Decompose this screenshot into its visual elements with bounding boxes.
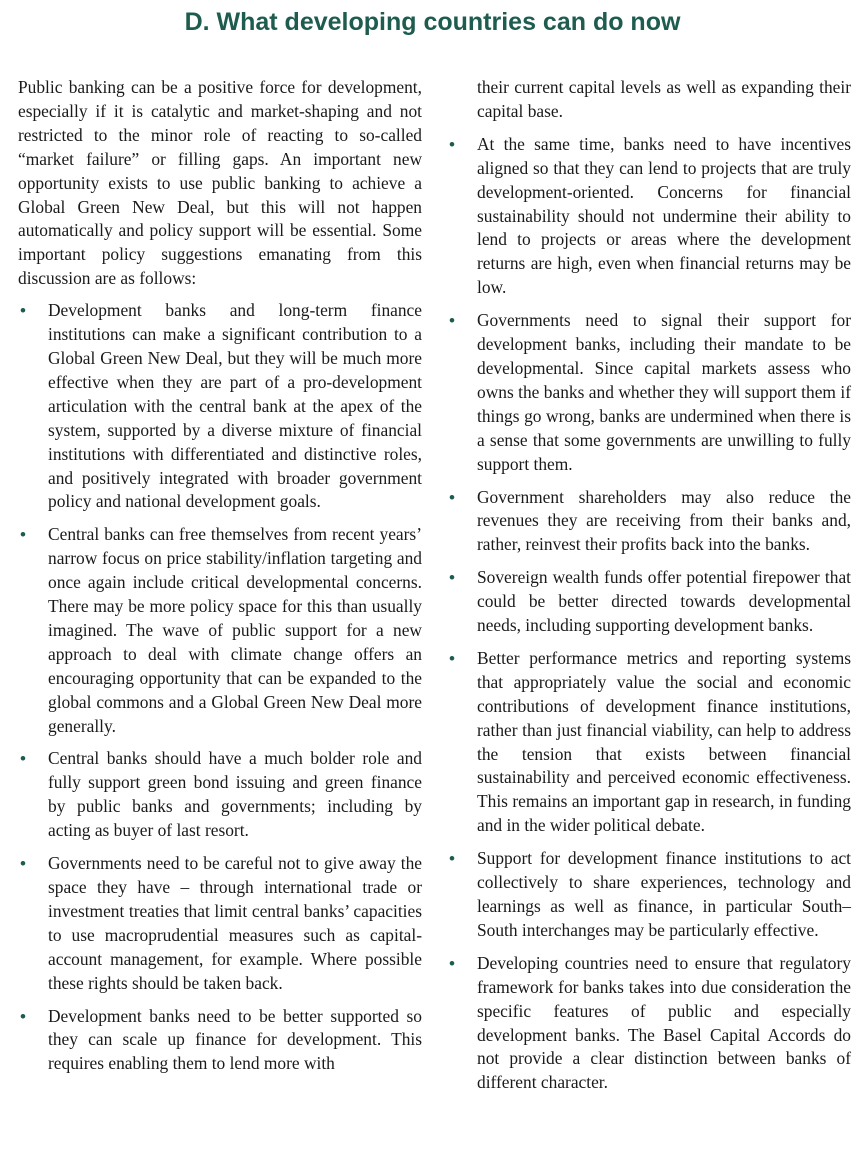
- bullet-icon: •: [20, 525, 26, 545]
- intro-paragraph: Public banking can be a positive force for development, especially if it is catalytic and market-shaping and not restricted to the minor role of reacting to so-called “market failure” or filling gaps. An important new opportunity exists to use public banking to achieve a Global Green New Deal, but this will not happen automatically and policy support will be essential. Some important policy suggestions emanating from this discussion are as follows:: [18, 77, 422, 289]
- list-item: • Government shareholders may also reduce the revenues they are receiving from their banks and, rather, reinvest their profits back into the banks.: [449, 486, 851, 555]
- list-item: • Support for development finance institutions to act collectively to share experiences, technology and learnings as well as finance, in particular South–South interchanges may be particularly effective.: [449, 848, 851, 940]
- right-bullet-list: [447, 133, 851, 1095]
- bullet-icon: •: [20, 854, 26, 874]
- right-column: [447, 76, 851, 1104]
- bullet-icon: •: [20, 749, 26, 769]
- bullet-icon: •: [449, 849, 455, 869]
- section-title: D. What developing countries can do now: [184, 8, 681, 36]
- bullet-icon: •: [20, 301, 26, 321]
- bullet-icon: •: [449, 134, 455, 154]
- bullet-icon: •: [449, 953, 455, 973]
- list-item: • Governments need to be careful not to give away the space they have – through international trade or investment treaties that limit central banks’ capacities to use macroprudential measures such as capital-account management, for example. Where possible these rights should be taken back.: [20, 853, 422, 993]
- bullet-icon: •: [449, 311, 455, 331]
- list-item: • Central banks should have a much bolder role and fully support green bond issuing and green finance by public banks and governments; including by acting as buyer of last resort.: [20, 748, 422, 841]
- list-item: • Developing countries need to ensure that regulatory framework for banks takes into due consideration the specific features of public and especially development banks. The Basel Capital Accords do not provide a clear distinction between banks of different character.: [449, 952, 851, 1093]
- bullet-icon: •: [449, 487, 455, 507]
- list-item: • Central banks can free themselves from recent years’ narrow focus on price stability/inflation targeting and once again include critical developmental concerns. There may be more policy space for this than usually imagined. The wave of public support for a new approach to deal with climate change offers an encouraging opportunity that can be expanded to the global commons and a Global Green New Deal more generally.: [20, 524, 422, 736]
- list-item: • Development banks and long-term finance institutions can make a significant contribution to a Global Green New Deal, but they will be much more effective when they are part of a pro-development articulation with the central bank at the apex of the system, supported by a diverse mixture of financial institutions with differentiated and distinctive roles, and positively integrated with broader government policy and national development goals.: [20, 300, 422, 512]
- list-item: • At the same time, banks need to have incentives aligned so that they can lend to projects that are truly development-oriented. Concerns for financial sustainability should not undermine their ability to lend to projects or areas where the development returns are high, even when financial returns may be low.: [449, 133, 851, 298]
- list-item: • Better performance metrics and reporting systems that appropriately value the social and economic contributions of development finance institutions, rather than just financial viability, can help to address the tension that exists between financial sustainability and perceived economic effectiveness. This remains an important gap in research, in funding and in the wider political debate.: [449, 647, 851, 836]
- list-item: • Sovereign wealth funds offer potential firepower that could be better directed towards developmental needs, including supporting development banks.: [449, 567, 851, 636]
- bullet-icon: •: [449, 648, 455, 668]
- list-item: • Development banks need to be better supported so they can scale up finance for development. This requires enabling them to lend more with: [20, 1005, 422, 1074]
- left-column: [18, 76, 422, 1085]
- list-item: • Governments need to signal their support for development banks, including their mandate to be developmental. Since capital markets assess who owns the banks and whether they will support them if things go wrong, banks are undermined when there is a sense that some governments are unwilling to fully support them.: [449, 310, 851, 474]
- bullet-icon: •: [449, 568, 455, 588]
- bullet-icon: •: [20, 1006, 26, 1026]
- left-bullet-list: [18, 299, 422, 1076]
- continuation-paragraph: their current capital levels as well as expanding their capital base.: [477, 77, 851, 121]
